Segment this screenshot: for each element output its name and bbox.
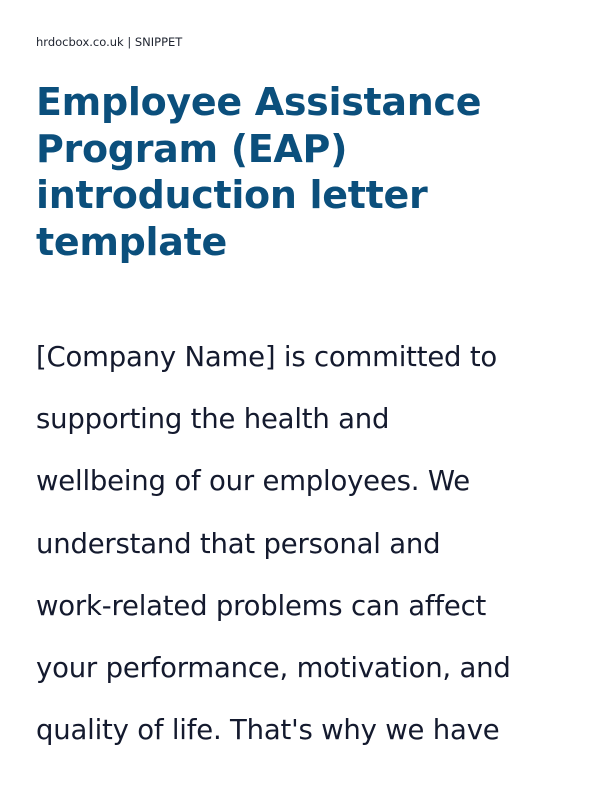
document-body-paragraph <box>36 326 596 761</box>
body-line: wellbeing of our employees. We <box>36 465 470 498</box>
source-label: hrdocbox.co.uk | SNIPPET <box>36 35 183 49</box>
title-line: Program (EAP) <box>36 126 348 171</box>
body-line: quality of life. That's why we have <box>36 714 500 747</box>
body-line: supporting the health and <box>36 403 390 436</box>
document-title <box>36 79 576 265</box>
body-line: work-related problems can affect <box>36 589 487 622</box>
title-line: Employee Assistance <box>36 80 482 124</box>
body-line: your performance, motivation, and <box>36 652 511 685</box>
body-line: [Company Name] is committed to <box>36 341 498 373</box>
title-line: introduction letter <box>36 173 428 217</box>
title-line: template <box>36 219 227 264</box>
body-line: understand that personal and <box>36 527 441 560</box>
